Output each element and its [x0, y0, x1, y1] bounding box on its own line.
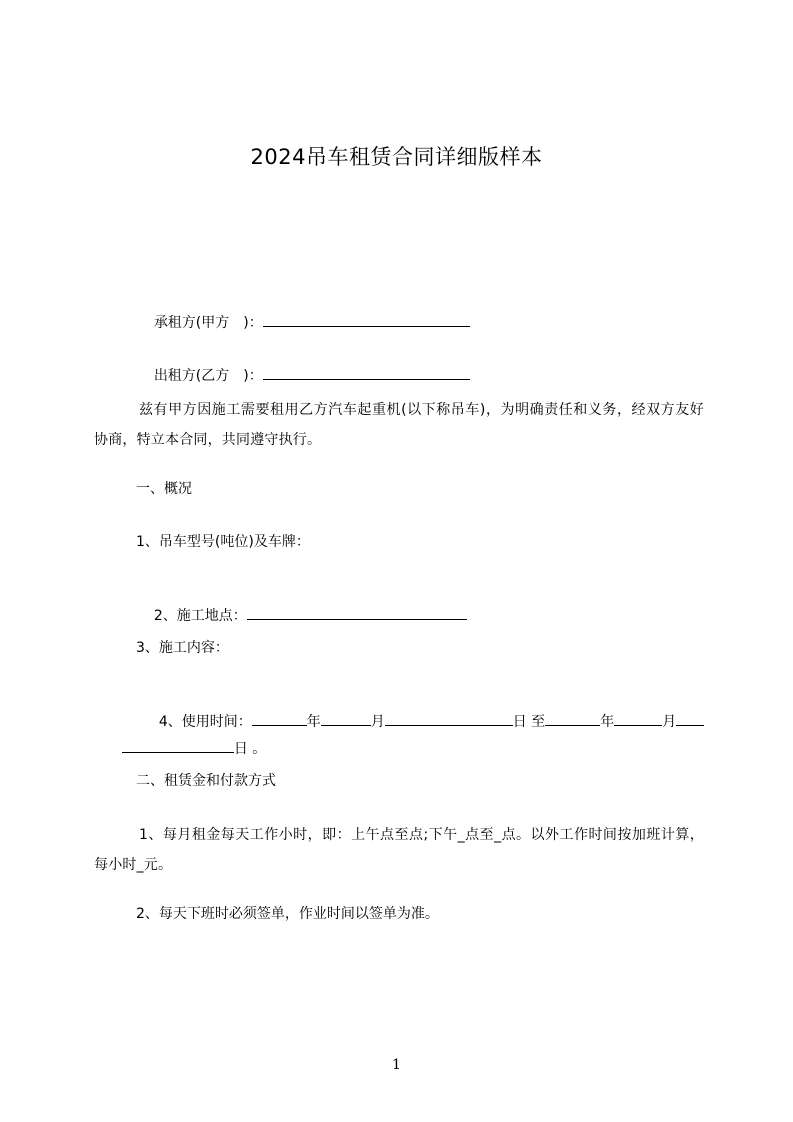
usage-time-label: 4、使用时间：: [158, 714, 252, 730]
construction-site-blank: [247, 604, 467, 620]
month1-label: 月: [370, 714, 385, 730]
day1-to-label: 日 至: [512, 714, 546, 730]
section1-item2-line: [136, 584, 467, 646]
section1-item2-label: 2、施工地点：: [153, 608, 247, 624]
lessee-blank: [263, 311, 470, 327]
lessor-blank: [263, 364, 470, 380]
day2-blank: [122, 737, 234, 753]
month2-label: 月: [662, 714, 677, 730]
document-title: 2024吊车租赁合同详细版样本: [250, 145, 543, 169]
page-number: 1: [392, 1057, 401, 1073]
day1-blank: [385, 710, 513, 726]
year1-label: 年: [306, 714, 321, 730]
lessor-label: 出租方(乙方 )：: [153, 368, 263, 384]
section1-item1: 1、吊车型号(吨位)及车牌：: [136, 534, 310, 550]
section2-item1: 1、每月租金每天工作小时，即：上午点至点;下午_点至_点。以外工作时间按加班计算，每小时_元。: [94, 827, 704, 873]
day2-label: 日 。: [233, 741, 267, 757]
month2-blank: [614, 710, 662, 726]
section2-item2: 2、每天下班时必须签单，作业时间以签单为准。: [136, 906, 439, 922]
section1-heading: 一、概况: [136, 481, 192, 497]
section1-item3: 3、施工内容：: [136, 640, 229, 656]
year2-label: 年: [600, 714, 615, 730]
month2-trail-blank: [676, 710, 704, 726]
month1-blank: [321, 710, 371, 726]
usage-time-line2: [104, 717, 266, 779]
section2-heading: 二、租赁金和付款方式: [136, 773, 276, 789]
year2-blank: [545, 710, 600, 726]
intro-paragraph: 兹有甲方因施工需要租用乙方汽车起重机(以下称吊车)，为明确责任和义务，经双方友好协商，特立本合同，共同遵守执行。: [94, 402, 704, 448]
lessee-label: 承租方(甲方 )：: [153, 315, 263, 331]
